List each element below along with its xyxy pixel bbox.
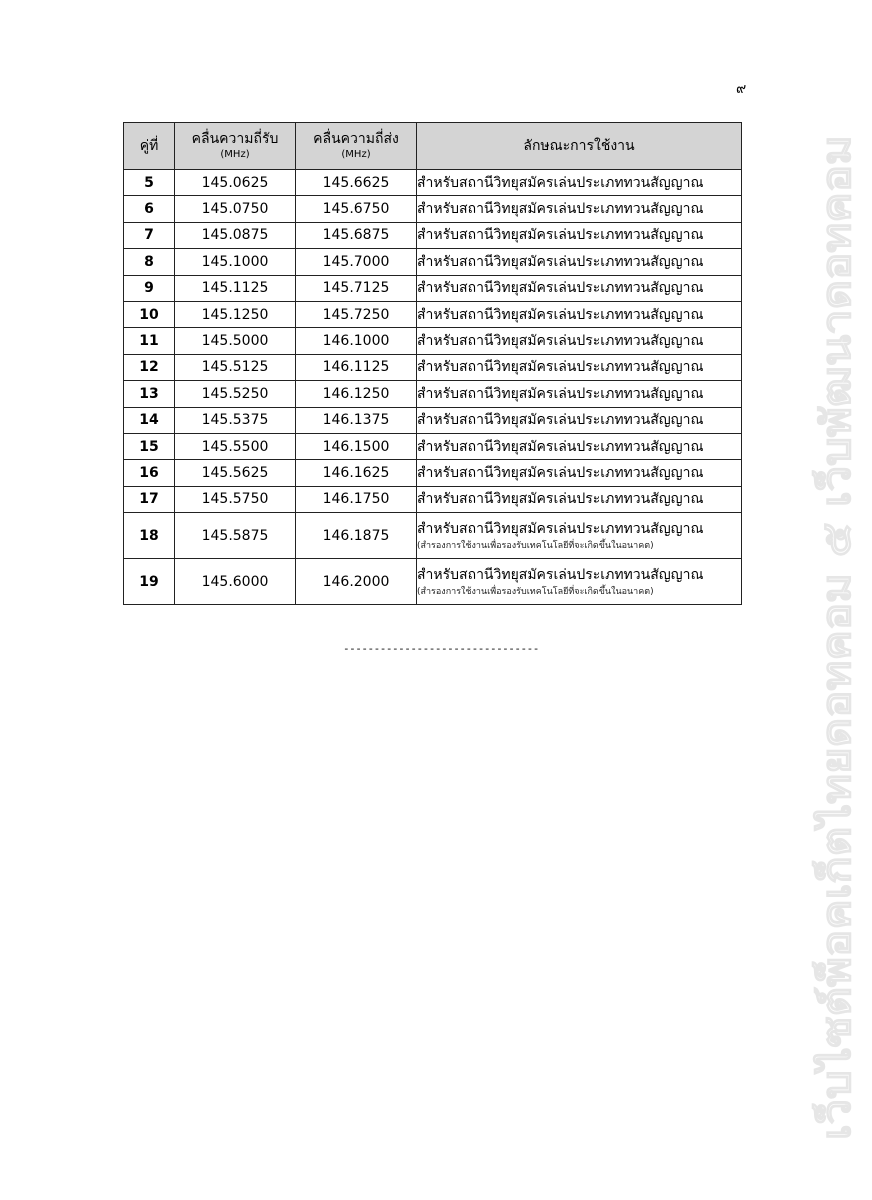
rx-frequency-cell: 145.5000 <box>175 328 296 354</box>
rx-frequency-cell: 145.5125 <box>175 354 296 380</box>
usage-cell <box>417 249 742 275</box>
pair-number-cell: 16 <box>124 460 175 486</box>
rx-frequency-cell: 145.0750 <box>175 196 296 222</box>
tx-frequency-cell: 145.6750 <box>296 196 417 222</box>
table-row <box>124 559 742 605</box>
rx-frequency-cell: 145.0625 <box>175 170 296 196</box>
header-rx-label: คลื่นความถี่รับ <box>191 131 279 147</box>
pair-number-cell: 11 <box>124 328 175 354</box>
usage-cell <box>417 222 742 248</box>
usage-cell <box>417 275 742 301</box>
rx-frequency-cell: 145.1125 <box>175 275 296 301</box>
pair-number-cell: 18 <box>124 513 175 559</box>
rx-frequency-cell: 145.5875 <box>175 513 296 559</box>
table-row <box>124 460 742 486</box>
table-header-row <box>124 123 742 170</box>
usage-cell <box>417 170 742 196</box>
tx-frequency-cell: 146.1250 <box>296 381 417 407</box>
usage-cell <box>417 559 742 605</box>
usage-text: สำหรับสถานีวิทยุสมัครเล่นประเภททวนสัญญาณ <box>417 359 704 376</box>
rx-frequency-cell: 145.1000 <box>175 249 296 275</box>
usage-text: สำหรับสถานีวิทยุสมัครเล่นประเภททวนสัญญาณ <box>417 491 704 508</box>
header-pair: คู่ที่ <box>124 123 175 170</box>
usage-text: สำหรับสถานีวิทยุสมัครเล่นประเภททวนสัญญาณ <box>417 280 704 297</box>
rx-frequency-cell: 145.6000 <box>175 559 296 605</box>
pair-number-cell: 7 <box>124 222 175 248</box>
usage-cell <box>417 328 742 354</box>
tx-frequency-cell: 145.6625 <box>296 170 417 196</box>
usage-note: (สำรองการใช้งานเพื่อรองรับเทคโนโลยีที่จะเกิดขึ้นในอนาคต) <box>417 586 654 597</box>
divider-line: -------------------------------- <box>343 642 539 655</box>
watermark-graphic <box>812 130 872 1140</box>
tx-frequency-cell: 145.7125 <box>296 275 417 301</box>
pair-number-cell: 12 <box>124 354 175 380</box>
usage-text: สำหรับสถานีวิทยุสมัครเล่นประเภททวนสัญญาณ <box>417 174 704 191</box>
usage-cell <box>417 433 742 459</box>
usage-cell <box>417 513 742 559</box>
usage-cell <box>417 381 742 407</box>
header-rx-frequency <box>175 123 296 170</box>
usage-cell <box>417 301 742 327</box>
table-row <box>124 407 742 433</box>
usage-cell <box>417 407 742 433</box>
table-row <box>124 354 742 380</box>
table-row <box>124 196 742 222</box>
pair-number-cell: 6 <box>124 196 175 222</box>
tx-frequency-cell: 146.1500 <box>296 433 417 459</box>
rx-frequency-cell: 145.0875 <box>175 222 296 248</box>
pair-number-cell: 8 <box>124 249 175 275</box>
pair-number-cell: 13 <box>124 381 175 407</box>
usage-text: สำหรับสถานีวิทยุสมัครเล่นประเภททวนสัญญาณ <box>417 306 704 323</box>
header-tx-frequency <box>296 123 417 170</box>
tx-frequency-cell: 146.1125 <box>296 354 417 380</box>
tx-frequency-cell: 145.7250 <box>296 301 417 327</box>
usage-cell <box>417 196 742 222</box>
pair-number-cell: 10 <box>124 301 175 327</box>
header-tx-label: คลื่นความถี่ส่ง <box>313 131 399 147</box>
pair-number-cell: 9 <box>124 275 175 301</box>
pair-number-cell: 5 <box>124 170 175 196</box>
watermark <box>812 130 872 1140</box>
usage-text: สำหรับสถานีวิทยุสมัครเล่นประเภททวนสัญญาณ <box>417 438 704 455</box>
watermark-text: เว็บไซต์พ็อคเก็ตไทยดอทคอม ๕ เว็บพัฒนาดอทคอม <box>814 255 860 1140</box>
table-row <box>124 275 742 301</box>
usage-text: สำหรับสถานีวิทยุสมัครเล่นประเภททวนสัญญาณ <box>417 253 704 270</box>
table-row <box>124 381 742 407</box>
pair-number-cell: 15 <box>124 433 175 459</box>
tx-frequency-cell: 146.1625 <box>296 460 417 486</box>
usage-cell <box>417 354 742 380</box>
rx-frequency-cell: 145.1250 <box>175 301 296 327</box>
usage-cell <box>417 460 742 486</box>
header-usage: ลักษณะการใช้งาน <box>417 123 742 170</box>
tx-frequency-cell: 146.2000 <box>296 559 417 605</box>
pair-number-cell: 17 <box>124 486 175 512</box>
table-row <box>124 486 742 512</box>
usage-cell <box>417 486 742 512</box>
tx-frequency-cell: 146.1000 <box>296 328 417 354</box>
table-row <box>124 249 742 275</box>
header-tx-unit: (MHz) <box>341 149 371 160</box>
header-rx-unit: (MHz) <box>220 149 250 160</box>
rx-frequency-cell: 145.5375 <box>175 407 296 433</box>
usage-note: (สำรองการใช้งานเพื่อรองรับเทคโนโลยีที่จะเกิดขึ้นในอนาคต) <box>417 540 654 551</box>
pair-number-cell: 14 <box>124 407 175 433</box>
usage-text: สำหรับสถานีวิทยุสมัครเล่นประเภททวนสัญญาณ <box>417 566 704 583</box>
usage-text: สำหรับสถานีวิทยุสมัครเล่นประเภททวนสัญญาณ <box>417 412 704 429</box>
usage-text: สำหรับสถานีวิทยุสมัครเล่นประเภททวนสัญญาณ <box>417 520 704 537</box>
table-row <box>124 328 742 354</box>
frequency-table <box>123 122 742 605</box>
table-row <box>124 170 742 196</box>
tx-frequency-cell: 146.1750 <box>296 486 417 512</box>
page-number: ๙ <box>736 81 747 97</box>
tx-frequency-cell: 145.6875 <box>296 222 417 248</box>
tx-frequency-cell: 145.7000 <box>296 249 417 275</box>
tx-frequency-cell: 146.1875 <box>296 513 417 559</box>
table-row <box>124 301 742 327</box>
rx-frequency-cell: 145.5750 <box>175 486 296 512</box>
rx-frequency-cell: 145.5625 <box>175 460 296 486</box>
usage-text: สำหรับสถานีวิทยุสมัครเล่นประเภททวนสัญญาณ <box>417 201 704 218</box>
table-row <box>124 513 742 559</box>
rx-frequency-cell: 145.5250 <box>175 381 296 407</box>
pair-number-cell: 19 <box>124 559 175 605</box>
usage-text: สำหรับสถานีวิทยุสมัครเล่นประเภททวนสัญญาณ <box>417 227 704 244</box>
table-row <box>124 433 742 459</box>
usage-text: สำหรับสถานีวิทยุสมัครเล่นประเภททวนสัญญาณ <box>417 385 704 402</box>
usage-text: สำหรับสถานีวิทยุสมัครเล่นประเภททวนสัญญาณ <box>417 333 704 350</box>
rx-frequency-cell: 145.5500 <box>175 433 296 459</box>
tx-frequency-cell: 146.1375 <box>296 407 417 433</box>
usage-text: สำหรับสถานีวิทยุสมัครเล่นประเภททวนสัญญาณ <box>417 464 704 481</box>
table-row <box>124 222 742 248</box>
